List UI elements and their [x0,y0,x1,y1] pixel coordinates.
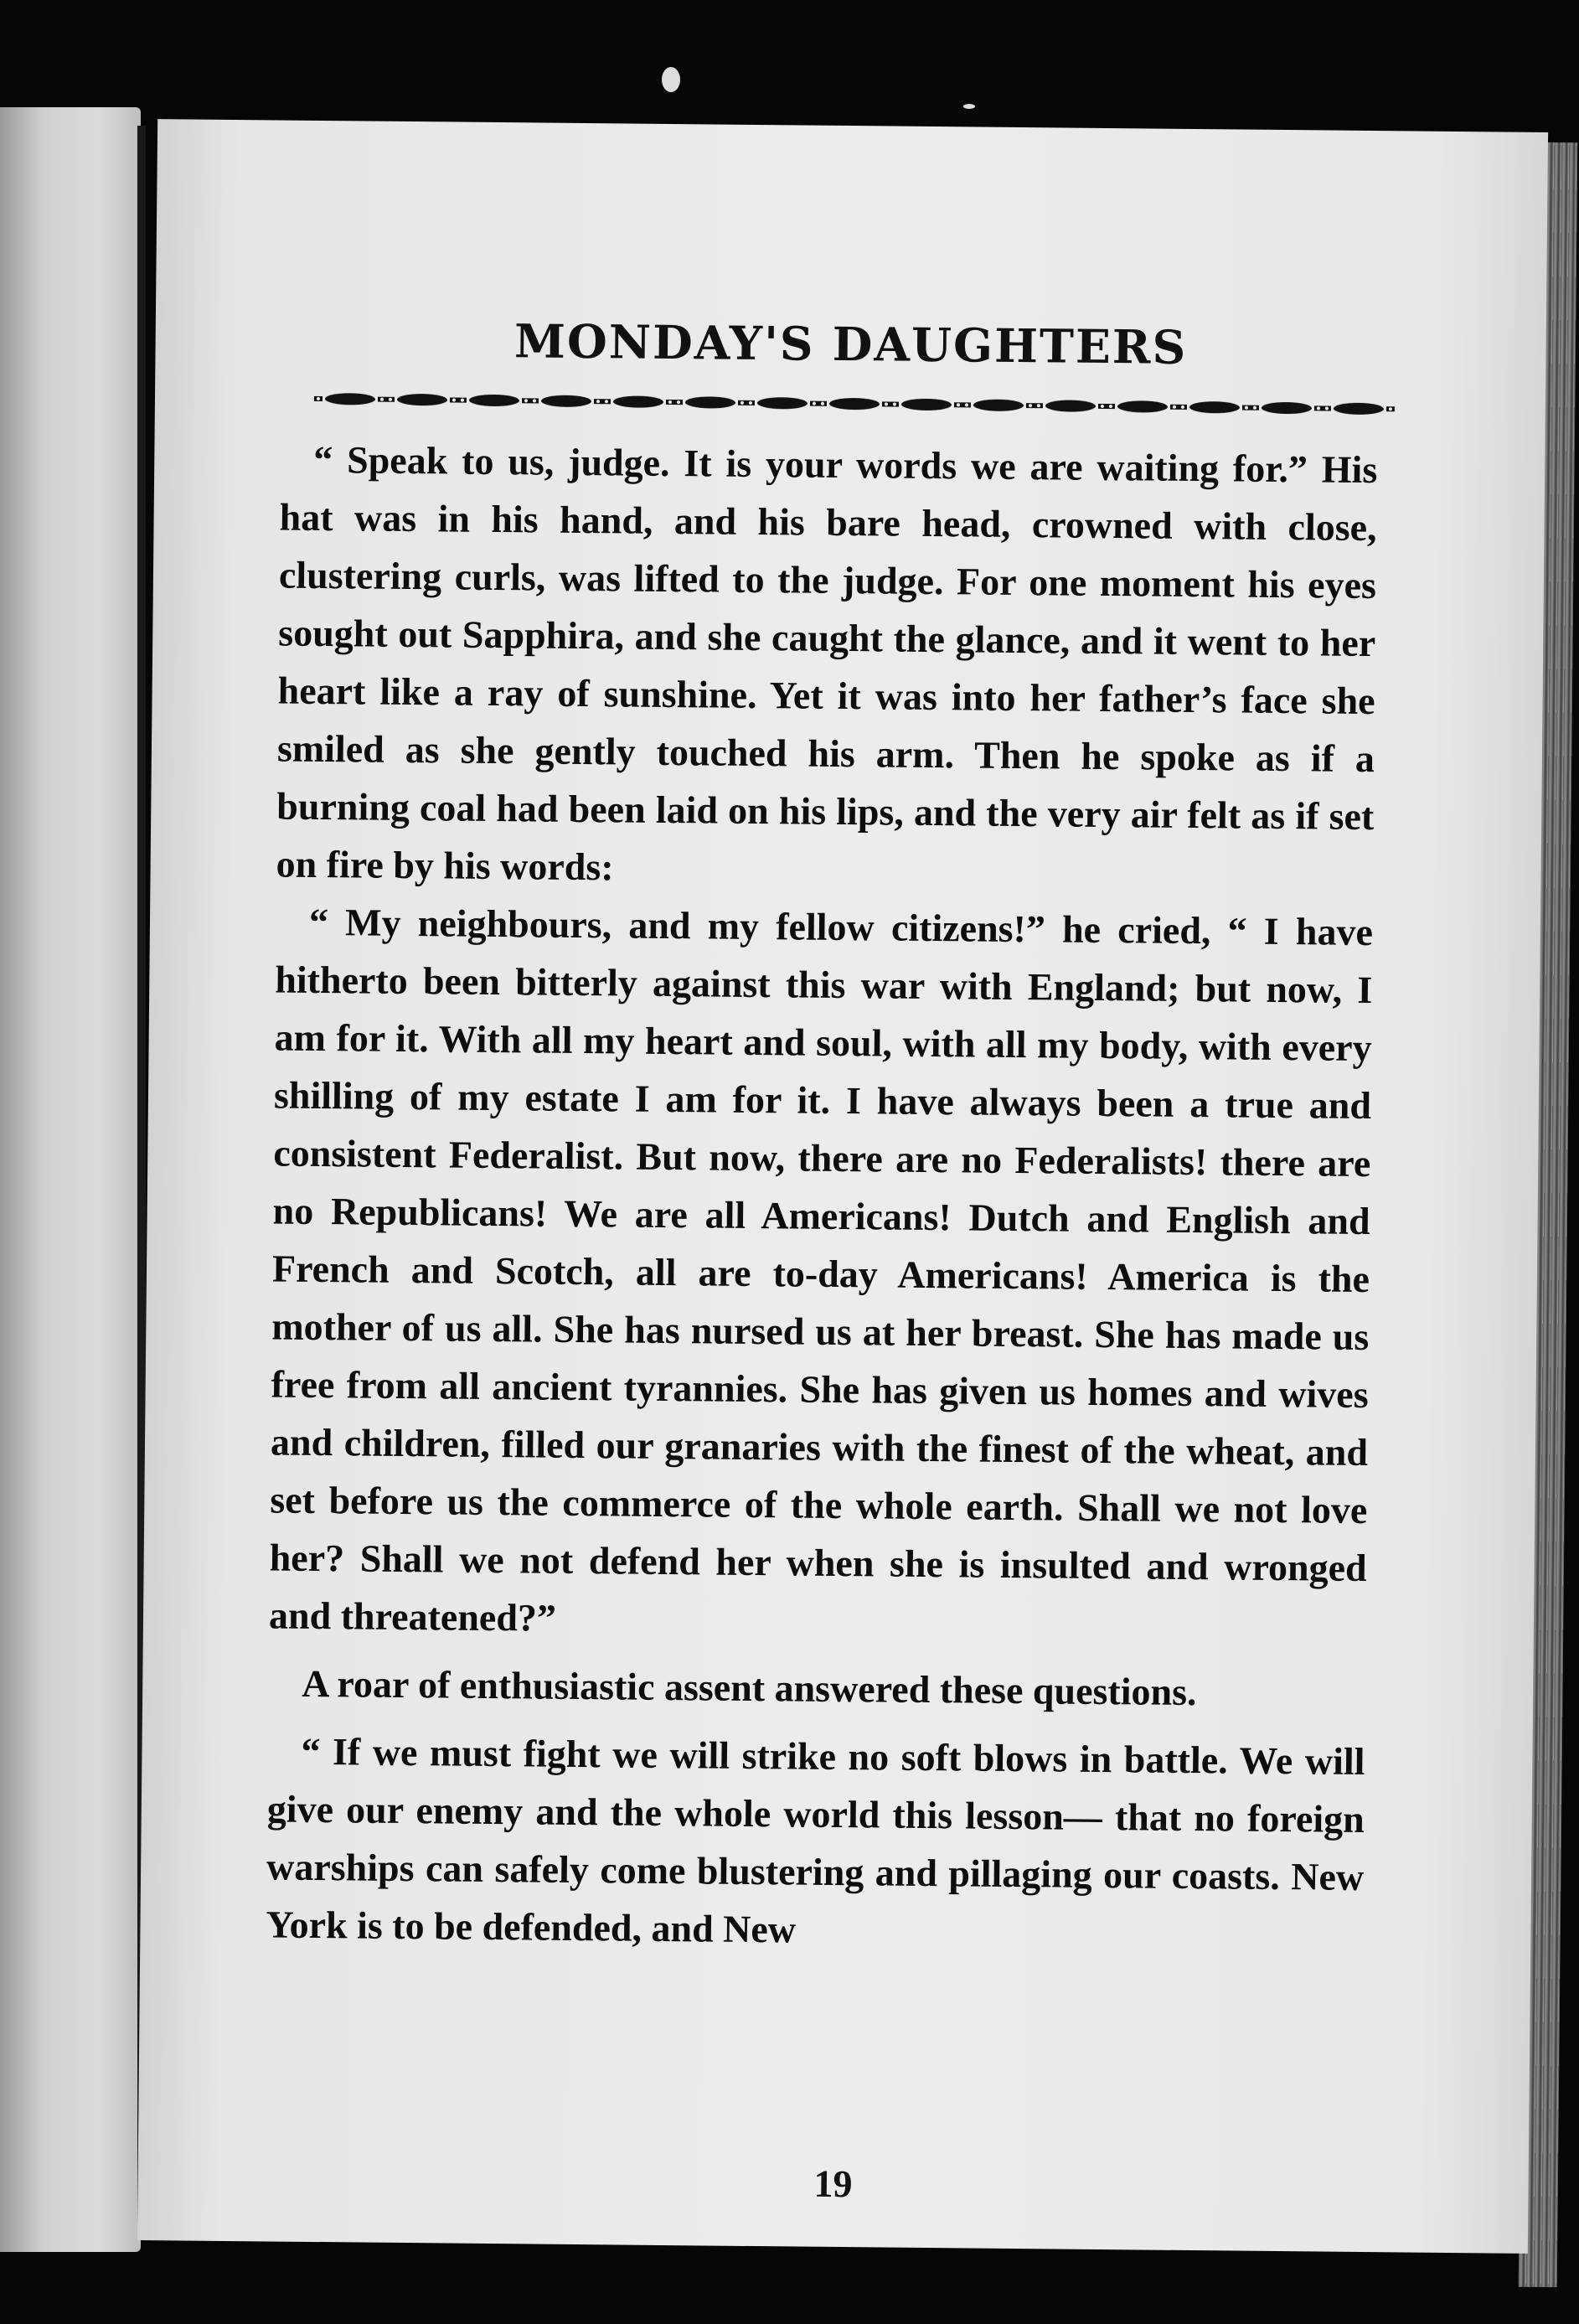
paragraph: “ If we must fight we will strike no soft blows in battle. We will give our enemy and the whole world this lesson— that no foreign warships can safely come blustering and pillaging our coasts. New York is to be defended, and New [266,1729,1365,1951]
facing-page-edge [0,107,141,2252]
page-number: 19 [813,2161,853,2206]
book-page [137,119,1548,2254]
paragraph: “ Speak to us, judge. It is your words we are waiting for.” His hat was in his hand, and his bare head, crowned with close, clustering curls, was lifted to the judge. For one moment his eyes sought out Sapphira, and she caught the glance, and it went to her heart like a ray of sunshine. Yet it was into her father’s face she smiled as she gently touched his arm. Then he spoke as if a burning coal had been laid on his lips, and the very air felt as if set on fire by his words: [276,437,1378,889]
paragraph: “ My neighbours, and my fellow citizens!” he cried, “ I have hitherto been bitterly against this war with England; but now, I am for it. With all my heart and soul, with all my body, with every shilling of my estate I am for it. I have always been a true and consistent Federalist. But now, there are no Federalists! there are no Republicans! We are all Americans! Dutch and English and French and Scotch, all are to-day Americans! America is the mother of us all. She has nursed us at her breast. She has made us free from all ancient tyrannies. She has given us homes and wives and children, filled our granaries with the finest of the wheat, and set before us the commerce of the whole earth. Shall we not love her? Shall we not defend her when she is insulted and wronged and threatened?” [268,900,1374,1640]
decorative-rule [314,389,1395,419]
paragraph: A roar of enthusiastic assent answered these questions. [302,1661,1197,1714]
running-head: MONDAY'S DAUGHTERS [513,313,1188,374]
scan-artifact [963,104,975,109]
scan-artifact [662,67,680,92]
body-text [266,431,1377,1964]
